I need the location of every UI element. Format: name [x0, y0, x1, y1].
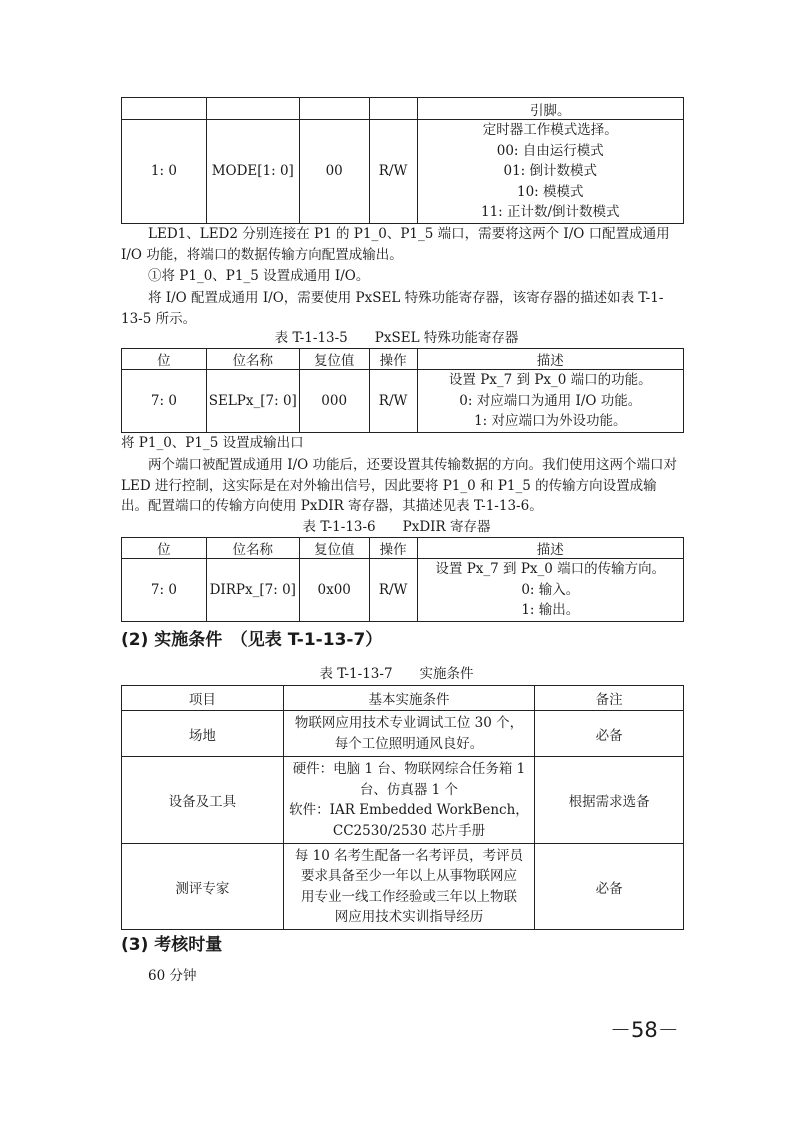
table-cell-description — [417, 370, 683, 433]
column-header: 项目 — [122, 686, 284, 711]
paragraph: 60 分钟 — [148, 968, 197, 984]
table-cell: R/W — [369, 120, 417, 224]
cond-line: CC2530/2530 芯片手册 — [332, 822, 486, 839]
table-cell: 1: 0 — [122, 120, 207, 224]
desc-line: 设置 Px_7 到 Px_0 端口的传输方向。 — [435, 561, 666, 578]
table-header-row — [122, 686, 684, 711]
table-cell — [283, 757, 535, 844]
table-caption: 表 T-1-13-6 PxDIR 寄存器 — [302, 519, 491, 535]
table-cell — [283, 711, 535, 757]
cond-line: 要求具备至少一年以上从事物联网应 — [300, 868, 517, 884]
table-cell: 场地 — [122, 711, 284, 757]
cond-line: 软件：IAR Embedded WorkBench， — [289, 802, 529, 818]
section-heading: (2) 实施条件 （见表 T-1-13-7） — [121, 630, 383, 650]
table-caption: 表 T-1-13-5 PxSEL 特殊功能寄存器 — [274, 330, 519, 346]
column-header: 位名称 — [206, 349, 299, 370]
column-header: 位 — [122, 349, 207, 370]
cond-line: 台、仿真器 1 个 — [359, 781, 459, 798]
table-cell: 000 — [299, 370, 369, 433]
paragraph: LED1、LED2 分别连接在 P1 的 P1_0、P1_5 端口，需要将这两个 I/O 口配置成通用 I/O 功能，将端口的数据传输方向配置成输出。 — [121, 226, 670, 263]
table-cell: 7: 0 — [122, 559, 207, 622]
section-heading: (3) 考核时量 — [121, 935, 223, 955]
table-row — [122, 757, 684, 844]
table-cell: SELPx_[7: 0] — [206, 370, 299, 433]
table-cell: R/W — [369, 559, 417, 622]
table-cell: 7: 0 — [122, 370, 207, 433]
table-cell: 设备及工具 — [122, 757, 284, 844]
cond-line: 每 10 名考生配备一名考评员，考评员 — [294, 847, 524, 864]
desc-line: 设置 Px_7 到 Px_0 端口的功能。 — [448, 372, 652, 389]
cond-line: 物联网应用技术专业调试工位 30 个， — [294, 715, 524, 731]
column-header: 位名称 — [206, 538, 299, 559]
column-header: 操作 — [369, 349, 417, 370]
desc-line: 01: 倒计数模式 — [503, 163, 598, 179]
cond-line: 网应用技术实训指导经历 — [334, 909, 484, 925]
desc-line: 0: 输入。 — [521, 581, 580, 598]
column-header: 复位值 — [299, 538, 369, 559]
table-header-row — [122, 538, 684, 559]
register-table-mode — [121, 97, 684, 224]
table-cell: DIRPx_[7: 0] — [206, 559, 299, 622]
desc-line: 定时器工作模式选择。 — [482, 122, 618, 138]
table-cell — [283, 844, 535, 930]
table-cell: R/W — [369, 370, 417, 433]
conditions-table — [121, 685, 684, 930]
table-row — [122, 370, 684, 433]
desc-line: 11: 正计数/倒计数模式 — [480, 204, 620, 220]
table-row — [122, 711, 684, 757]
desc-line: 00: 自由运行模式 — [496, 142, 604, 159]
paragraph: 将 I/O 配置成通用 I/O，需要使用 PxSEL 特殊功能寄存器，该寄存器的描述如表 T-1-13-5 所示。 — [121, 290, 664, 327]
column-header: 描述 — [417, 349, 683, 370]
table-cell: 00 — [299, 120, 369, 224]
paragraph: 将 P1_0、P1_5 设置成输出口 — [121, 435, 304, 451]
cond-line: 用专业一线工作经验或三年以上物联 — [300, 888, 517, 905]
desc-line: 1: 对应端口为外设功能。 — [474, 413, 627, 430]
paragraph: ①将 P1_0、P1_5 设置成通用 I/O。 — [148, 268, 370, 284]
table-cell: 0x00 — [299, 559, 369, 622]
table-row — [122, 559, 684, 622]
table-header-row — [122, 349, 684, 370]
desc-line: 10: 模模式 — [517, 183, 584, 200]
table-row — [122, 844, 684, 930]
table-caption: 表 T-1-13-7 实施条件 — [319, 666, 474, 682]
column-header: 基本实施条件 — [283, 686, 535, 711]
desc-line: 0: 对应端口为通用 I/O 功能。 — [459, 392, 642, 409]
paragraph: 两个端口被配置成通用 I/O 功能后，还要设置其传输数据的方向。我们使用这两个端口对 LED 进行控制，这实际是在对外输出信号，因此要将 P1_0 和 P1_5 的传输方向设置成输出。配置端口的传输方向使用 PxDIR 寄存器，其描述见表 T-1-13-6。 — [121, 457, 678, 514]
column-header: 位 — [122, 538, 207, 559]
table-row — [122, 98, 684, 120]
cond-line: 硬件：电脑 1 台、物联网综合任务箱 1 — [292, 761, 526, 777]
register-table-pxsel — [121, 348, 684, 433]
column-header: 备注 — [535, 686, 684, 711]
column-header: 操作 — [369, 538, 417, 559]
table-cell: 根据需求选备 — [535, 757, 684, 844]
column-header: 复位值 — [299, 349, 369, 370]
table-cell: 测评专家 — [122, 844, 284, 930]
register-table-pxdir — [121, 537, 684, 622]
table-cell: 必备 — [535, 844, 684, 930]
desc-line: 1: 输出。 — [521, 602, 580, 619]
column-header: 描述 — [417, 538, 683, 559]
table-cell-description — [417, 559, 683, 622]
page-number: －58－ — [610, 1018, 679, 1042]
cond-line: 每个工位照明通风良好。 — [334, 735, 484, 752]
table-cell: 必备 — [535, 711, 684, 757]
table-row — [122, 120, 684, 224]
table-cell: 引脚。 — [417, 98, 683, 120]
table-cell-description — [417, 120, 683, 224]
table-cell: MODE[1: 0] — [206, 120, 299, 224]
